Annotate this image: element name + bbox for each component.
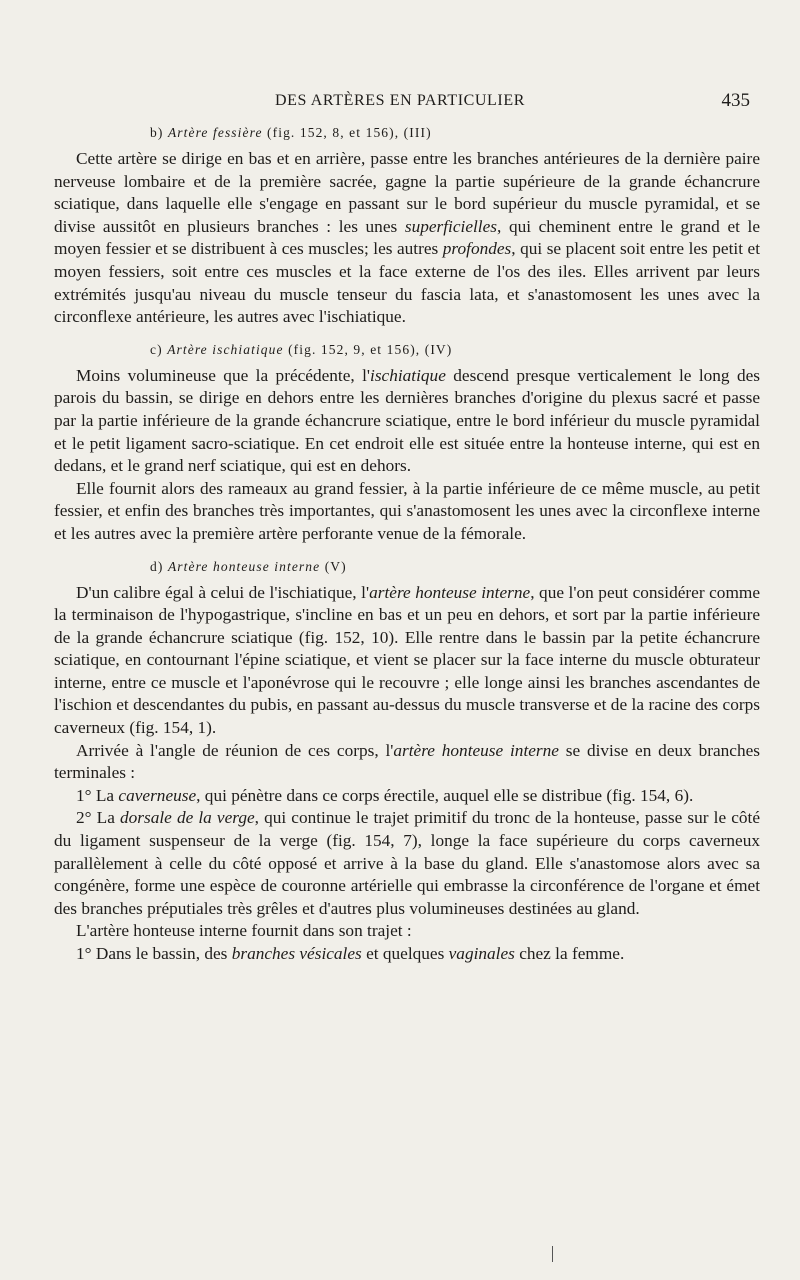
paragraph: Moins volumineuse que la précédente, l'ischiatique descend presque verticalement le long des parois du bassin, se dirige en dehors entre les dernières branches d'origine du plexus sacré et passe par la partie inférieure de la grande échancrure sciatique, entre le bord inférieur du muscle pyramidal et le petit ligament sacro-sciatique. En cet endroit elle est située entre la honteuse interne, qui est en dedans, et le grand nerf sciatique, qui est en dehors. [54, 365, 760, 476]
heading-title: Artère ischiatique [167, 341, 284, 357]
heading-prefix: c) [150, 341, 163, 357]
paragraph: 2° La dorsale de la verge, qui continue le trajet primitif du tronc de la honteuse, passe sur le côté du ligament suspenseur de la verge (fig. 154, 7), longe la face supérieure du corps caverneux parallèlement à celle du côté opposé et arrive à la base du gland. Elle s'anastomose alors avec sa congénère, forme une espèce de couronne artérielle qui embrasse la circonférence de l'organe et émet des branches préputiales très grêles et d'autres plus volumineuses destinées au gland. [54, 808, 761, 918]
paragraph: 1° Dans le bassin, des branches vésicales et quelques vaginales chez la femme. [76, 944, 625, 963]
paragraph: Arrivée à l'angle de réunion de ces corps, l'artère honteuse interne se divise en deux branches terminales : [54, 740, 760, 783]
paragraph: Cette artère se dirige en bas et en arrière, passe entre les branches antérieures de la dernière paire nerveuse lombaire et de la première sacrée, gagne la partie supérieure de la grande échancrure sciatique, dans laquelle elle s'engage en passant sur le bord supérieur du muscle pyramidal, et se divise aussitôt en plusieurs branches : les unes superficielles, qui cheminent entre le grand et le moyen fessier et se distribuent à ces muscles; les autres profondes, qui se placent soit entre les petit et moyen fessiers, soit entre ces muscles et la face externe de l'os des iles. Elles arrivent par leurs extrémités jusqu'au niveau du muscle tenseur du fascia lata, et s'anastomosent les unes avec la circonflexe antérieure, les autres avec l'ischiatique. [54, 149, 761, 327]
page-number: 435 [721, 90, 750, 111]
heading-title: Artère fessière [167, 125, 263, 140]
heading-prefix: d) [150, 558, 164, 574]
page-body [54, 124, 760, 966]
section-heading-fessiere [54, 124, 760, 142]
paragraph: Elle fournit alors des rameaux au grand fessier, à la partie inférieure de ce même muscle, au petit fessier, et enfin des branches très importantes, qui s'anastomosent les unes avec la circonflexe interne et les autres avec la première artère perforante venue de la fémorale. [54, 478, 760, 543]
paragraph: L'artère honteuse interne fournit dans son trajet : [76, 921, 412, 941]
heading-ref: (fig. 152, 8, et 156), (III) [267, 125, 432, 140]
heading-ref: (V) [324, 558, 347, 574]
running-title: DES ARTÈRES EN PARTICULIER [275, 92, 525, 109]
scan-artifact-mark [552, 1246, 553, 1262]
paragraph: 1° La caverneuse, qui pénètre dans ce corps érectile, auquel elle se distribue (fig. 154, 6). [76, 785, 694, 805]
page-header [0, 92, 800, 116]
section-heading-honteuse-interne [54, 558, 760, 576]
heading-ref: (fig. 152, 9, et 156), (IV) [288, 341, 453, 357]
paragraph: D'un calibre égal à celui de l'ischiatique, l'artère honteuse interne, que l'on peut considérer comme la terminaison de l'hypogastrique, s'incline en bas et un peu en dehors, et sort par la partie inférieure de la grande échancrure sciatique (fig. 152, 10). Elle rentre dans le bassin par la petite échancrure sciatique, en contournant l'épine sciatique, et vient se placer sur la face interne du muscle obturateur interne, entre ce muscle et l'aponévrose qui le recouvre ; elle longe ainsi les branches ascendantes de l'ischion et descendantes du pubis, en passant au-dessus du muscle transverse et de la racine des corps caverneux (fig. 154, 1). [54, 582, 760, 738]
heading-title: Artère honteuse interne [167, 558, 321, 574]
heading-prefix: b) [150, 125, 164, 140]
section-heading-ischiatique [54, 341, 760, 359]
